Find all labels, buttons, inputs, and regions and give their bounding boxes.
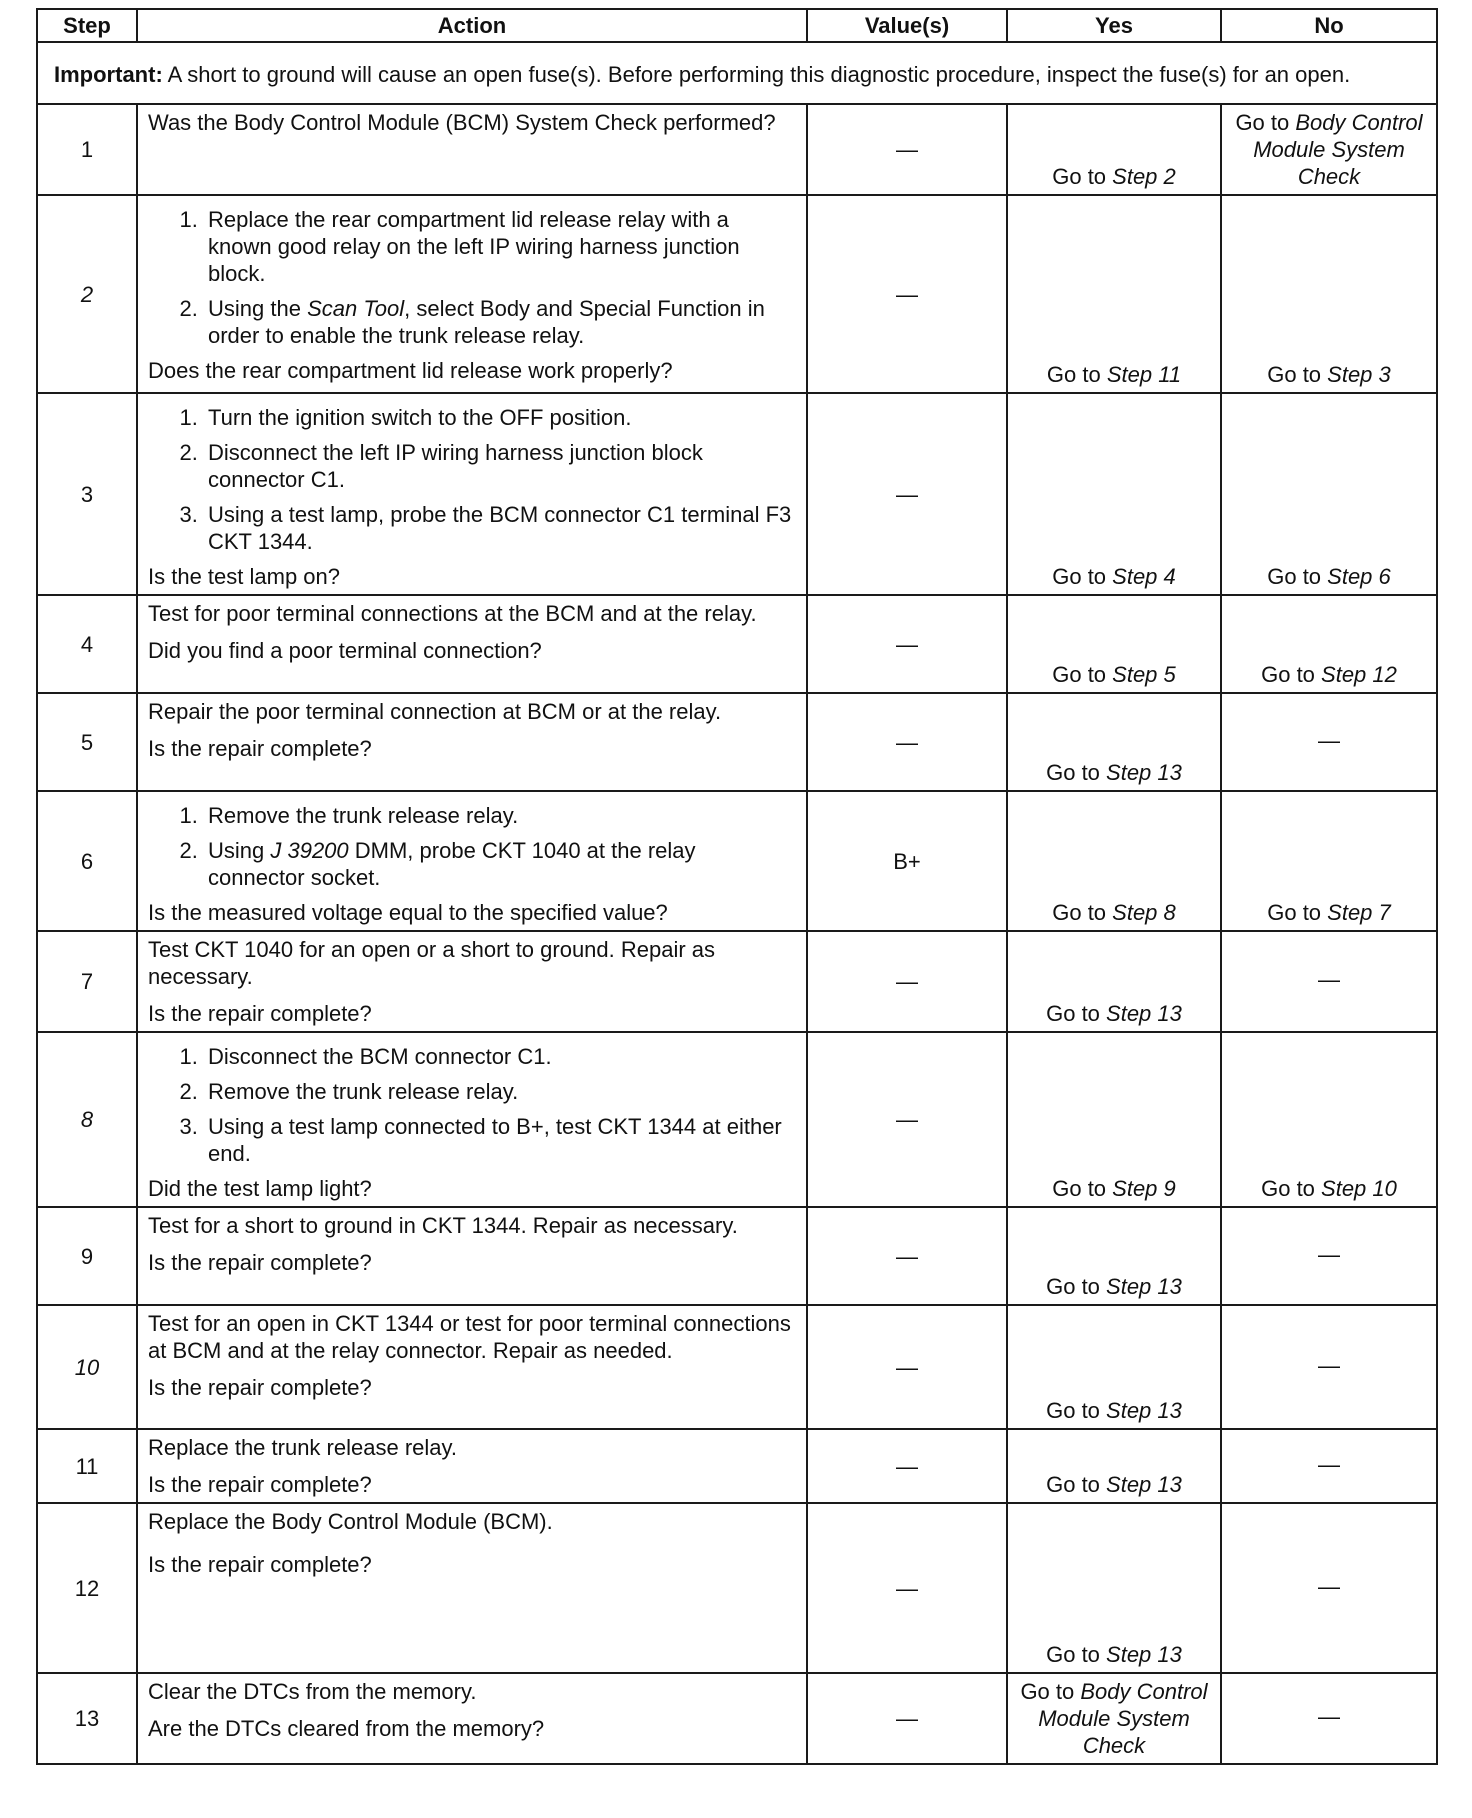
value-cell: — xyxy=(807,1429,1007,1503)
action-question: Is the measured voltage equal to the specified value? xyxy=(148,900,668,925)
step-number: 4 xyxy=(37,595,137,693)
header-yes: Yes xyxy=(1007,9,1221,42)
no-cell: — xyxy=(1221,1305,1437,1429)
action-text: Test for an open in CKT 1344 or test for poor terminal connections at BCM and at the relay connector. Repair as needed. xyxy=(148,1311,791,1363)
action-text: Replace the trunk release relay. xyxy=(148,1435,457,1460)
action-question: Are the DTCs cleared from the memory? xyxy=(148,1716,545,1741)
step-number: 11 xyxy=(37,1429,137,1503)
goto-prefix: Go to xyxy=(1235,110,1296,135)
yes-step-ref: Step 13 xyxy=(1106,1398,1182,1423)
diagnostic-table xyxy=(36,8,1438,1765)
value-cell: — xyxy=(807,104,1007,195)
action-cell xyxy=(137,195,807,393)
action-question: Did the test lamp light? xyxy=(148,1176,372,1201)
important-note xyxy=(37,42,1437,104)
value-cell: — xyxy=(807,693,1007,791)
table-row xyxy=(37,195,1437,393)
action-cell xyxy=(137,791,807,931)
yes-cell xyxy=(1007,791,1221,931)
header-action: Action xyxy=(137,9,807,42)
action-cell xyxy=(137,1673,807,1764)
procedure-item: 3. Using a test lamp connected to B+, test CKT 1344 at either end. xyxy=(204,1113,796,1167)
table-row xyxy=(37,693,1437,791)
procedure-list xyxy=(148,404,796,555)
no-cell xyxy=(1221,195,1437,393)
table-row xyxy=(37,1032,1437,1207)
no-cell xyxy=(1221,791,1437,931)
procedure-text: Using xyxy=(208,838,271,863)
no-cell: — xyxy=(1221,1673,1437,1764)
goto-prefix: Go to xyxy=(1052,662,1113,687)
important-row xyxy=(37,42,1437,104)
no-cell: — xyxy=(1221,1429,1437,1503)
action-text: Was the Body Control Module (BCM) System Check performed? xyxy=(148,110,776,135)
procedure-item: 1. Remove the trunk release relay. xyxy=(204,802,796,829)
action-text: Test CKT 1040 for an open or a short to ground. Repair as necessary. xyxy=(148,937,716,989)
goto-prefix: Go to xyxy=(1261,1176,1322,1201)
action-question: Is the repair complete? xyxy=(148,1250,372,1275)
action-question: Did you find a poor terminal connection? xyxy=(148,638,542,663)
yes-cell xyxy=(1007,1503,1221,1673)
value-cell: — xyxy=(807,931,1007,1032)
action-cell xyxy=(137,393,807,595)
yes-cell xyxy=(1007,1673,1221,1764)
yes-cell xyxy=(1007,1032,1221,1207)
value-cell: — xyxy=(807,393,1007,595)
no-cell: — xyxy=(1221,693,1437,791)
no-cell: — xyxy=(1221,1207,1437,1305)
goto-prefix: Go to xyxy=(1046,1001,1107,1026)
table-row xyxy=(37,1503,1437,1673)
goto-prefix: Go to xyxy=(1046,1274,1107,1299)
no-step-ref: Step 6 xyxy=(1327,564,1391,589)
step-number: 13 xyxy=(37,1673,137,1764)
table-row xyxy=(37,791,1437,931)
no-cell xyxy=(1221,1032,1437,1207)
no-step-ref: Body Control Module System Check xyxy=(1253,110,1423,189)
procedure-list xyxy=(148,1043,796,1167)
yes-cell xyxy=(1007,195,1221,393)
step-number: 9 xyxy=(37,1207,137,1305)
no-step-ref: Step 10 xyxy=(1321,1176,1397,1201)
yes-step-ref: Step 4 xyxy=(1112,564,1176,589)
table-row xyxy=(37,931,1437,1032)
table-row xyxy=(37,1305,1437,1429)
value-cell: — xyxy=(807,1032,1007,1207)
action-text: Test for a short to ground in CKT 1344. Repair as necessary. xyxy=(148,1213,738,1238)
action-question: Is the repair complete? xyxy=(148,736,372,761)
diagnostic-table-sheet xyxy=(36,8,1436,1778)
procedure-item: 3. Using a test lamp, probe the BCM connector C1 terminal F3 CKT 1344. xyxy=(204,501,796,555)
procedure-item xyxy=(204,295,796,349)
procedure-item: 1. Replace the rear compartment lid release relay with a known good relay on the left IP wiring harness junction block. xyxy=(204,206,796,287)
goto-prefix: Go to xyxy=(1052,1176,1113,1201)
important-label: Important: xyxy=(54,61,163,87)
goto-prefix: Go to xyxy=(1046,1398,1107,1423)
value-cell: — xyxy=(807,1673,1007,1764)
step-number: 8 xyxy=(37,1032,137,1207)
action-cell xyxy=(137,693,807,791)
yes-step-ref: Step 13 xyxy=(1106,1642,1182,1667)
goto-prefix: Go to xyxy=(1046,1472,1107,1497)
yes-cell xyxy=(1007,931,1221,1032)
action-cell xyxy=(137,1207,807,1305)
header-values: Value(s) xyxy=(807,9,1007,42)
yes-cell xyxy=(1007,1305,1221,1429)
action-text: Clear the DTCs from the memory. xyxy=(148,1679,477,1704)
yes-step-ref: Step 9 xyxy=(1112,1176,1176,1201)
action-cell xyxy=(137,931,807,1032)
goto-prefix: Go to xyxy=(1261,662,1322,687)
goto-prefix: Go to xyxy=(1046,1642,1107,1667)
action-question: Is the repair complete? xyxy=(148,1552,372,1577)
action-cell xyxy=(137,595,807,693)
no-step-ref: Step 3 xyxy=(1327,362,1391,387)
table-row xyxy=(37,104,1437,195)
action-question: Is the repair complete? xyxy=(148,1375,372,1400)
important-text: A short to ground will cause an open fuse(s). Before performing this diagnostic procedure, inspect the fuse(s) for an open. xyxy=(162,61,1351,87)
action-cell xyxy=(137,104,807,195)
procedure-list xyxy=(148,802,796,891)
procedure-item xyxy=(204,837,796,891)
yes-step-ref: Body Control Module System Check xyxy=(1038,1679,1208,1758)
action-text: Repair the poor terminal connection at BCM or at the relay. xyxy=(148,699,722,724)
yes-cell xyxy=(1007,1207,1221,1305)
yes-step-ref: Step 13 xyxy=(1106,760,1182,785)
value-cell: — xyxy=(807,1503,1007,1673)
yes-step-ref: Step 13 xyxy=(1106,1274,1182,1299)
procedure-list xyxy=(148,206,796,349)
goto-prefix: Go to xyxy=(1267,362,1328,387)
action-cell xyxy=(137,1503,807,1673)
action-cell xyxy=(137,1305,807,1429)
header-row xyxy=(37,9,1437,42)
goto-prefix: Go to xyxy=(1046,362,1107,387)
value-cell: B+ xyxy=(807,791,1007,931)
procedure-text: , select Body and Special Function in order to enable the trunk release relay. xyxy=(208,296,765,348)
table-row xyxy=(37,1207,1437,1305)
action-text: Test for poor terminal connections at the BCM and at the relay. xyxy=(148,601,757,626)
table-row xyxy=(37,393,1437,595)
action-text: Replace the Body Control Module (BCM). xyxy=(148,1509,553,1534)
yes-step-ref: Step 8 xyxy=(1112,900,1176,925)
goto-prefix: Go to xyxy=(1052,900,1113,925)
header-no: No xyxy=(1221,9,1437,42)
step-number: 2 xyxy=(37,195,137,393)
step-number: 7 xyxy=(37,931,137,1032)
procedure-text: Using the xyxy=(208,296,308,321)
action-question: Is the repair complete? xyxy=(148,1001,372,1026)
step-number: 3 xyxy=(37,393,137,595)
yes-step-ref: Step 5 xyxy=(1112,662,1176,687)
action-cell xyxy=(137,1429,807,1503)
value-cell: — xyxy=(807,1207,1007,1305)
yes-cell xyxy=(1007,393,1221,595)
value-cell: — xyxy=(807,1305,1007,1429)
no-cell xyxy=(1221,393,1437,595)
no-step-ref: Step 7 xyxy=(1327,900,1391,925)
action-question: Does the rear compartment lid release work properly? xyxy=(148,358,673,383)
goto-prefix: Go to xyxy=(1267,564,1328,589)
step-number: 10 xyxy=(37,1305,137,1429)
yes-cell xyxy=(1007,104,1221,195)
step-number: 5 xyxy=(37,693,137,791)
action-question: Is the repair complete? xyxy=(148,1472,372,1497)
goto-prefix: Go to xyxy=(1267,900,1328,925)
goto-prefix: Go to xyxy=(1020,1679,1081,1704)
no-cell: — xyxy=(1221,1503,1437,1673)
value-cell: — xyxy=(807,595,1007,693)
yes-cell xyxy=(1007,595,1221,693)
tool-name: J 39200 xyxy=(270,838,349,863)
no-cell xyxy=(1221,104,1437,195)
yes-step-ref: Step 13 xyxy=(1106,1001,1182,1026)
yes-step-ref: Step 2 xyxy=(1112,164,1176,189)
procedure-item: 1. Disconnect the BCM connector C1. xyxy=(204,1043,796,1070)
no-step-ref: Step 12 xyxy=(1321,662,1397,687)
step-number: 6 xyxy=(37,791,137,931)
table-row xyxy=(37,1429,1437,1503)
no-cell: — xyxy=(1221,931,1437,1032)
step-number: 1 xyxy=(37,104,137,195)
action-question: Is the test lamp on? xyxy=(148,564,340,589)
yes-step-ref: Step 13 xyxy=(1106,1472,1182,1497)
tool-name: Scan Tool xyxy=(307,296,405,321)
procedure-item: 1. Turn the ignition switch to the OFF position. xyxy=(204,404,796,431)
header-step: Step xyxy=(37,9,137,42)
table-row xyxy=(37,1673,1437,1764)
procedure-item: 2. Remove the trunk release relay. xyxy=(204,1078,796,1105)
procedure-item: 2. Disconnect the left IP wiring harness junction block connector C1. xyxy=(204,439,796,493)
step-number: 12 xyxy=(37,1503,137,1673)
goto-prefix: Go to xyxy=(1052,564,1113,589)
yes-step-ref: Step 11 xyxy=(1106,362,1182,387)
action-cell xyxy=(137,1032,807,1207)
goto-prefix: Go to xyxy=(1052,164,1113,189)
yes-cell xyxy=(1007,1429,1221,1503)
no-cell xyxy=(1221,595,1437,693)
yes-cell xyxy=(1007,693,1221,791)
goto-prefix: Go to xyxy=(1046,760,1107,785)
table-row xyxy=(37,595,1437,693)
value-cell: — xyxy=(807,195,1007,393)
procedure-text: DMM, probe CKT 1040 at the relay connector socket. xyxy=(208,838,696,890)
